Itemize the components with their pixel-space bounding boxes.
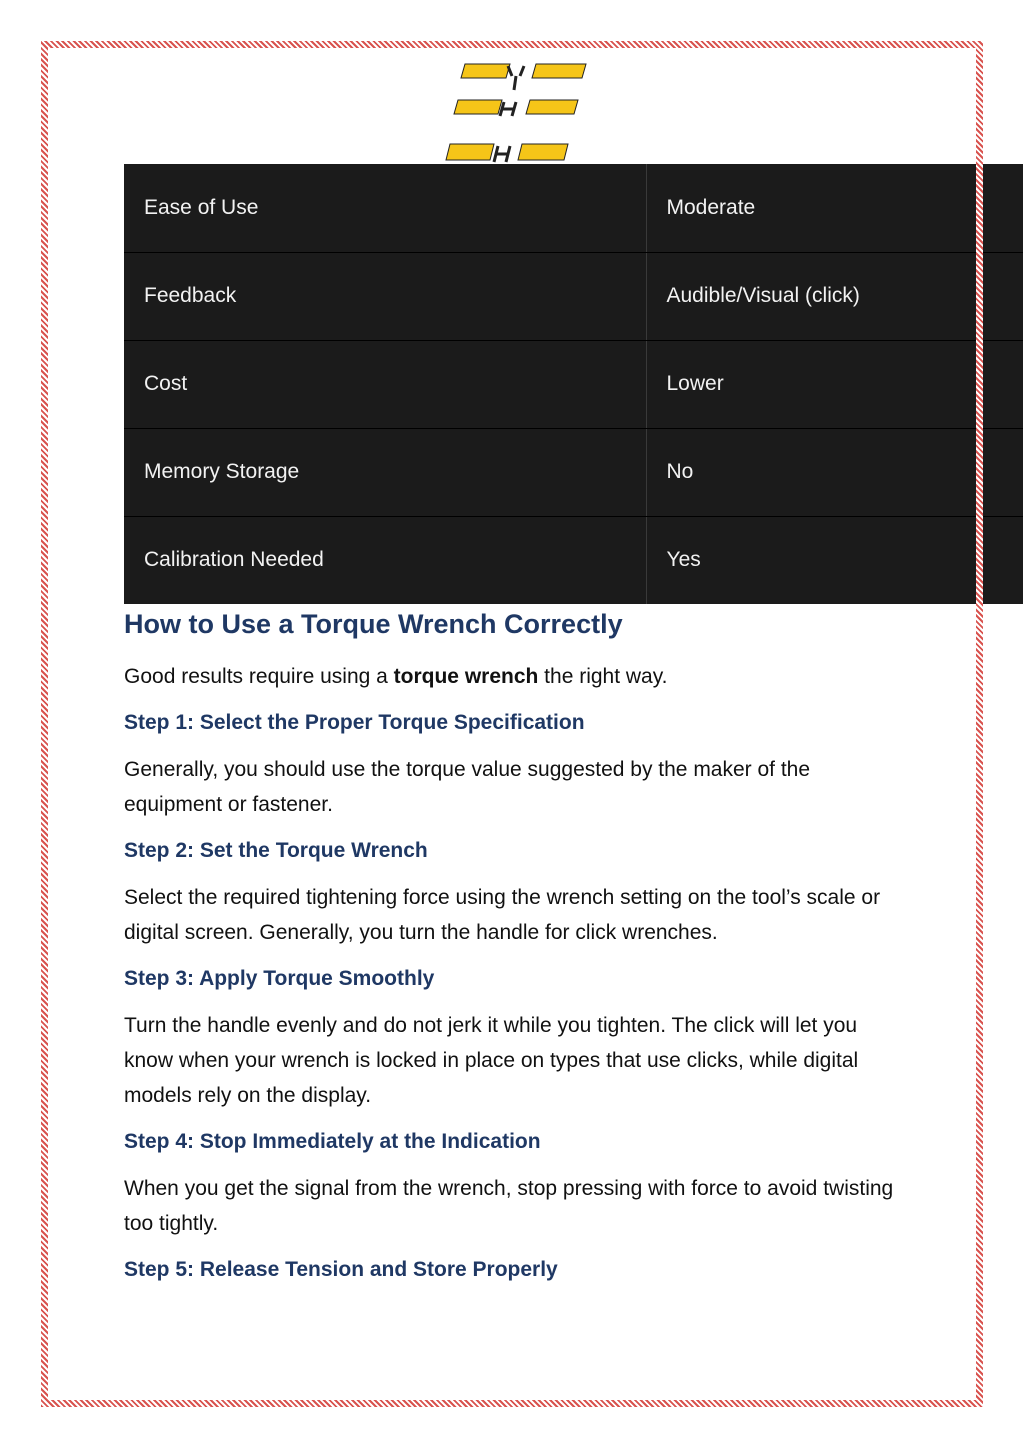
- section-title: How to Use a Torque Wrench Correctly: [124, 609, 623, 639]
- spec-table: [124, 164, 1023, 604]
- step-2-heading: Step 2: Set the Torque Wrench: [124, 839, 428, 862]
- company-logo-icon: [440, 60, 590, 165]
- table-row: [124, 428, 1023, 516]
- table-cell-label: Calibration Needed: [124, 516, 646, 604]
- table-row: [124, 340, 1023, 428]
- step-1-body: Generally, you should use the torque value suggested by the maker of the equipment or fastener.: [124, 758, 811, 816]
- step-3-body: Turn the handle evenly and do not jerk it while you tighten. The click will let you know when your wrench is locked in place on types that use clicks, while digital models rely on the display.: [124, 1014, 859, 1107]
- table-cell-label: Memory Storage: [124, 428, 646, 516]
- intro-keyword: torque wrench: [393, 665, 539, 688]
- table-row: [124, 516, 1023, 604]
- intro-paragraph: [124, 660, 904, 694]
- intro-text: Good results require using a: [124, 665, 394, 688]
- step-1-heading: Step 1: Select the Proper Torque Specification: [124, 711, 585, 734]
- table-cell-value: Moderate: [646, 164, 1023, 252]
- step-4-body: When you get the signal from the wrench, stop pressing with force to avoid twisting too tightly.: [124, 1177, 894, 1235]
- table-cell-value: No: [646, 428, 1023, 516]
- table-cell-value: Yes: [666, 548, 701, 572]
- table-row: [124, 164, 1023, 252]
- table-cell-value: Audible/Visual (click): [646, 252, 1023, 340]
- article-content: [124, 606, 904, 1285]
- step-4-heading: Step 4: Stop Immediately at the Indication: [124, 1130, 541, 1153]
- intro-text-end: the right way.: [538, 665, 668, 688]
- step-3-heading: Step 3: Apply Torque Smoothly: [124, 967, 435, 990]
- table-cell-label: Ease of Use: [124, 164, 646, 252]
- step-2-body: Select the required tightening force using the wrench setting on the tool’s scale or digital screen. Generally, you turn the handle for click wrenches.: [124, 886, 881, 944]
- table-row: [124, 252, 1023, 340]
- table-cell-label: Cost: [124, 340, 646, 428]
- table-cell-label: Feedback: [124, 252, 646, 340]
- step-5-heading: Step 5: Release Tension and Store Properly: [124, 1258, 558, 1281]
- table-cell-value: Lower: [646, 340, 1023, 428]
